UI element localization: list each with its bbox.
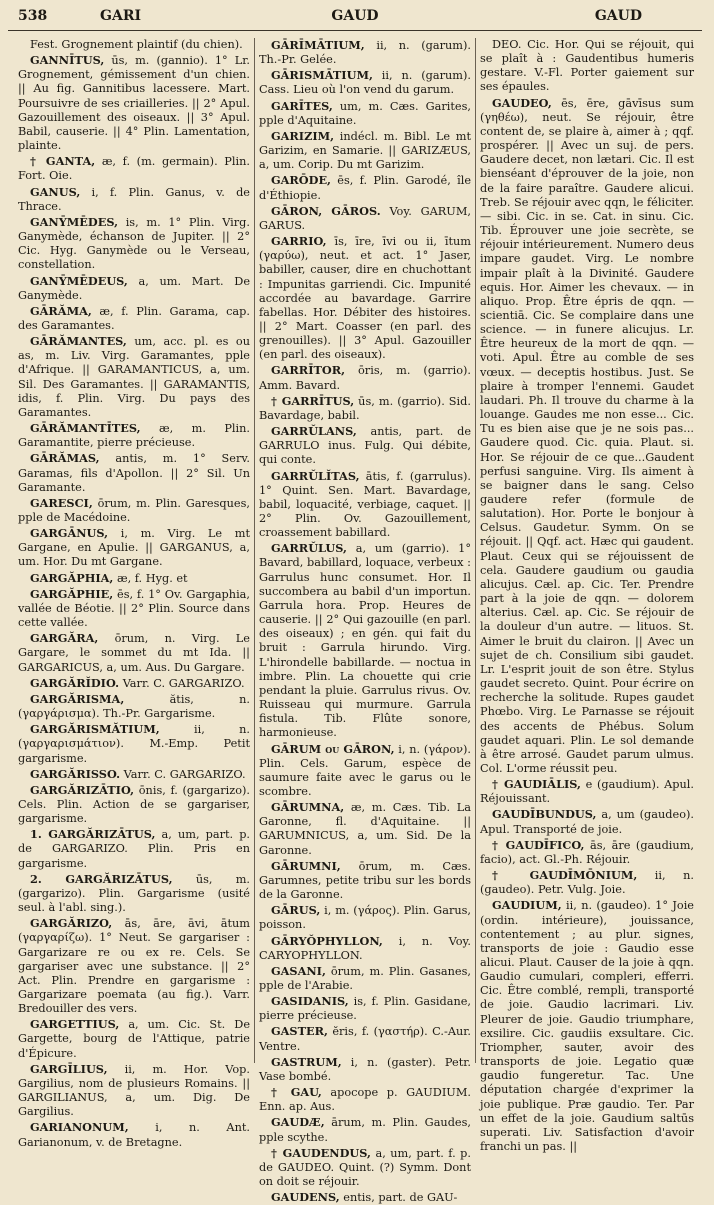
entry-definition: ōrum, m. Plin. Garesques, pple de Macédoine. (18, 496, 251, 524)
entry-definition: Fest. Grognement plaintif (du chien). (30, 38, 243, 51)
entry-definition: ii, n. (gaudeo). Petr. Vulg. Joie. (480, 869, 694, 897)
entry-definition: antis, part. de GARRULO inus. Fulg. Qui débite, qui conte. (259, 425, 472, 467)
entry-definition: ĕris, f. (γαστήρ). C.-Aur. Ventre. (259, 1025, 472, 1053)
entry-headword: GĀRISMĀTIUM, (271, 68, 373, 83)
dictionary-entry (259, 1146, 471, 1189)
entry-headword: GĀRĂMANTĪTES, (30, 421, 141, 436)
dictionary-entry (259, 173, 471, 202)
entry-headword: GASTER, (271, 1024, 328, 1039)
dictionary-entry (18, 722, 250, 765)
entry-headword: GARRŬLUS, (271, 541, 347, 556)
dictionary-entry (18, 334, 250, 420)
dictionary-entry (259, 859, 471, 902)
entry-headword: GARRIO, (271, 234, 327, 249)
entry-definition: Varr. C. GARGARIZO. (122, 676, 245, 690)
entry-headword: † GAUDĪMŌNIUM, (492, 868, 638, 883)
dictionary-entry (259, 742, 471, 800)
entry-definition: is, m. 1° Plin. Virg. Ganymède, échanson de Jupiter. || 2° Cic. Hyg. Ganymède ou le Verseau, constellation. (18, 215, 250, 272)
entry-definition: indécl. m. Bibl. Le mt Garizim, en Samarie. || GARIZÆUS, a, um. Corip. Du mt Garizim. (259, 129, 471, 172)
entry-definition: ūs, m. (gargarizo). Plin. Gargarisme (usité seul. à l'abl. sing.). (18, 872, 251, 915)
dictionary-entry (259, 68, 471, 97)
entry-definition: a, um (garrio). 1° Bavard, babillard, loquace, verbeux : Garrulus hunc consumet. Hor. Il succombera au babil d'un importun. Garrula hora. Prop. Heures de causerie. || 2° Qui gazouille (en parl. des oiseaux) ; en gén. qui fait du bruit : Garrula hirundo. Virg. L'hirondelle babillarde. — noctua in imbre. Plin. La chouette qui crie pendant la pluie. Garrulus rivus. Ov. Ruisseau qui murmure. Garrula fistula. Tib. Flûte sonore, harmonieuse. (259, 542, 471, 740)
entry-headword: GARRŬLANS, (271, 424, 357, 439)
dictionary-entry (18, 274, 250, 303)
entry-headword: GĀRON, GĀROS. (271, 203, 381, 218)
entry-headword: GARGĂPHIA, (30, 570, 114, 585)
entry-headword: GANȲMĒDES, (30, 214, 119, 229)
entry-definition: antis, m. 1° Serv. Garamas, fils d'Apollon. || 2° Sil. Un Garamante. (18, 452, 251, 494)
entry-definition: ātis, f. (garrulus). 1° Quint. Sen. Mart. Bavardage, babil, loquacité, verbiage, caquet. || 2° Plin. Ov. Gazouillement, croassement babillard. (259, 469, 471, 540)
entry-headword: 1. GARGĂRIZĀTUS, (30, 827, 156, 842)
entry-headword: GAUDĪBUNDUS, (492, 807, 597, 822)
dictionary-entry (259, 99, 471, 128)
entry-definition: entis, part. de GAU- (343, 1191, 458, 1205)
dictionary-entry (259, 234, 471, 362)
dictionary-entry (18, 38, 250, 52)
entry-definition: ūs, m. (gannio). 1° Lr. Grognement, gémissement d'un chien. || Au fig. Gannitibus lacessere. Mart. Poursuivre de ses criailleries. || 2° Apul. Gazouillement des oiseaux. || 3° Apul. Babil, causerie. || 4° Plin. Lamentation, plainte. (18, 54, 250, 153)
entry-definition: īs, īre, īvi ou ii, ītum (γαρύω), neut. et act. 1° Jaser, babiller, causer, dire en chuchottant : Impunitas garriendi. Cic. Impunité accordée au bavardage. Garrire fabellas. Hor. Débiter des histoires. || 2° Mart. Coasser (en parl. des grenouilles). || 3° Apul. Gazouiller (en parl. des oiseaux). (259, 235, 472, 362)
entry-headword: GARGĂRIZĀTIO, (30, 782, 135, 797)
dictionary-entry (18, 421, 250, 450)
entry-definition: Varr. C. GARGARIZO. (123, 767, 246, 781)
page-number: 538 (18, 8, 48, 24)
dictionary-entry (18, 676, 250, 691)
dictionary-entry (259, 903, 471, 932)
entry-definition: a, um (gaudeo). Apul. Transporté de joie. (480, 808, 694, 836)
entry-definition: i, n. (γάρον). Plin. Cels. Garum, espèce de saumure faite avec le garus ou le scombre. (259, 742, 472, 798)
entry-definition: æ, f. Hyg. et (116, 571, 188, 585)
entry-headword: GAUDIUM, (492, 898, 562, 913)
entry-headword: † GAU, (271, 1085, 322, 1100)
entry-headword: GĀRUMNA, (271, 800, 345, 815)
entry-headword: GARRĪTOR, (271, 363, 346, 378)
entry-definition: Voy. GARUM, GARUS. (259, 204, 471, 232)
entry-definition: i, n. Ant. Garianonum, v. de Bretagne. (18, 1121, 250, 1149)
entry-definition: ii, n. (garum). Cass. Lieu où l'on vend du garum. (259, 69, 471, 97)
entry-definition: ēs, f. Plin. Garodé, île d'Éthiopie. (259, 174, 472, 202)
entry-definition: ās, āre, āvi, ātum (γαργαρίζω). 1° Neut. Se gargariser : Gargarizare re ou ex re. Cels. Se gargariser avec une substance. || 2° Act. Plin. Prendre en gargarisme : Gargarizare poemata (au fig.). Varr. Bredouiller des vers. (18, 917, 250, 1016)
dictionary-entry (259, 204, 471, 233)
entry-headword: GAUDENS, (271, 1190, 340, 1205)
entry-headword: GĀRUS, (271, 903, 321, 918)
dictionary-entry (480, 96, 694, 777)
entry-definition: ās, āre (gaudium, facio), act. Gl.-Ph. Réjouir. (480, 838, 694, 866)
entry-headword: GARGĂPHIE, (30, 586, 114, 601)
entry-headword: GARGĂRĬDIO. (30, 675, 120, 690)
entry-headword: GARGETTIUS, (30, 1017, 120, 1032)
entry-definition: æ, m. Plin. Garamantite, pierre précieuse. (18, 422, 251, 450)
entry-definition: ōris, m. (garrio). Amm. Bavard. (259, 364, 471, 392)
entry-definition: ōnis, f. (gargarizo). Cels. Plin. Action de se gargariser, gargarisme. (18, 783, 250, 826)
entry-definition: ōrum, m. Cæs. Garumnes, petite tribu sur les bords de la Garonne. (259, 859, 471, 902)
dictionary-entry (18, 154, 250, 183)
entry-headword: GĀRĪMĀTIUM, (271, 38, 365, 52)
entry-headword: GĀRĂMA, (30, 303, 92, 318)
header-left-word: GARI (100, 8, 142, 24)
entry-headword: † GAUDENDUS, (271, 1145, 371, 1160)
dictionary-entry (18, 827, 250, 870)
dictionary-entry (18, 496, 250, 525)
entry-headword: GĀRUM ou GĀRON, (271, 741, 395, 756)
entry-definition: æ, m. Cæs. Tib. La Garonne, fl. d'Aquitaine. || GARUMNICUS, a, um. Sid. De la Garonne. (259, 801, 472, 857)
entry-definition: ārum, m. Plin. Gaudes, pple scythe. (259, 1116, 472, 1144)
dictionary-entry (259, 1115, 471, 1144)
dictionary-entry (18, 304, 250, 333)
dictionary-entry (18, 1062, 250, 1120)
entry-headword: GĀRUMNI, (271, 858, 341, 873)
entry-definition: a, um. Cic. St. De Gargette, bourg de l'Attique, patrie d'Épicure. (18, 1018, 251, 1060)
dictionary-entry (18, 767, 250, 782)
entry-definition: i, m. (γάρος). Plin. Garus, poisson. (259, 904, 472, 932)
entry-definition: ătis, n. (γαργάρισμα). Th.-Pr. Gargarisme. (18, 692, 251, 721)
dictionary-entry (480, 777, 694, 806)
dictionary-entry (18, 916, 250, 1016)
entry-definition: ii, m. Hor. Vop. Gargilius, nom de plusieurs Romains. || GARGILIANUS, a, um. Dig. De Gargilius. (18, 1062, 251, 1119)
entry-headword: † GAUDĪFICO, (492, 837, 585, 852)
dictionary-entry (18, 631, 250, 674)
dictionary-entry (259, 541, 471, 740)
entry-headword: GANNĪTUS, (30, 53, 105, 68)
entry-headword: GĀRĂMAS, (30, 451, 100, 466)
dictionary-entry (18, 783, 250, 826)
entry-definition: um, m. Cæs. Garites, pple d'Aquitaine. (259, 99, 471, 127)
dictionary-entry (18, 185, 250, 214)
entry-definition: e (gaudium). Apul. Réjouissant. (480, 778, 694, 806)
entry-headword: GĀRYŎPHYLLON, (271, 933, 383, 948)
entry-headword: GARGĂRA, (30, 631, 99, 646)
entry-headword: GARĪTES, (271, 98, 333, 113)
entry-definition: i, f. Plin. Ganus, v. de Thrace. (18, 185, 250, 213)
entry-headword: GARIANONUM, (30, 1120, 129, 1135)
header-right-word: GAUD (594, 8, 642, 24)
entry-headword: GARRŬLĬTAS, (271, 468, 360, 483)
dictionary-entry (259, 129, 471, 172)
entry-headword: GARGĀNUS, (30, 526, 109, 541)
entry-headword: GARŌDE, (271, 173, 331, 188)
entry-headword: GARGĪLIUS, (30, 1061, 108, 1076)
entry-headword: GAUDÆ, (271, 1115, 325, 1130)
dictionary-entry (18, 587, 250, 630)
entry-definition: i, n. Voy. CARYOPHYLLON. (259, 934, 471, 962)
entry-definition: ūs, m. (garrio). Sid. Bavardage, babil. (259, 394, 471, 422)
entry-headword: GANUS, (30, 184, 81, 199)
dictionary-entry (480, 868, 694, 897)
column-left (18, 38, 251, 1149)
dictionary-entry (480, 838, 694, 867)
entry-definition: apocope p. GAUDIUM. Enn. ap. Aus. (259, 1086, 471, 1114)
dictionary-entry (480, 898, 694, 1154)
entry-definition: ēs, f. 1° Ov. Gargaphia, vallée de Béotie. || 2° Plin. Source dans cette vallée. (18, 587, 251, 630)
entry-headword: GARGĂRISMĂTIUM, (30, 722, 160, 737)
dictionary-entry (259, 1190, 471, 1205)
dictionary-entry (18, 215, 250, 273)
dictionary-entry (259, 1055, 471, 1084)
entry-definition: a, um, part. f. p. de GAUDEO. Quint. (?) Symm. Dont on doit se réjouir. (259, 1146, 471, 1189)
column-rule-right (475, 38, 476, 1063)
dictionary-entry (259, 934, 471, 963)
entry-headword: GARGĂRISSO. (30, 766, 121, 781)
entry-definition: i, n. (gaster). Petr. Vase bombé. (259, 1055, 471, 1083)
entry-definition: ii, n. (gaudeo). 1° Joie (ordin. intérieure), jouissance, contentement ; au plur. signes, transports de joie : Gaudio esse alicui. Plaut. Causer de la joie à qqn. Gaudio cumulari, compleri, efferri. Cic. Être comblé, rempli, transporté de joie. Gaudio lacrimari. Liv. Pleurer de joie. Gaudio triumphare, exsilire. Cic. gaudiis exsultare. Cic. Triompher, sauter, avoir des transports de joie. Legatio quæ gaudio fungeretur. Tac. Une députation chargée d'exprimer la joie publique. Præ gaudio. Ter. Par un effet de la joie. Gaudium saltūs superati. Liv. Satisfaction d'avoir franchi un pas. || (480, 899, 694, 1154)
dictionary-entry (259, 394, 471, 423)
entry-definition: um, acc. pl. es ou as, m. Liv. Virg. Garamantes, pple d'Afrique. || GARAMANTICUS, a, um. Sil. Des Garamantes. || GARAMANTIS, idis, f. Plin. Virg. Du pays des Garamantes. (18, 335, 250, 419)
entry-headword: 2. GARGĂRIZĀTUS, (30, 871, 173, 886)
dictionary-entry (18, 571, 250, 586)
entry-definition: æ, f. (m. germain). Plin. Fort. Oie. (18, 155, 250, 183)
dictionary-entry (18, 451, 250, 494)
dictionary-entry (480, 38, 694, 95)
dictionary-entry (259, 1024, 471, 1053)
dictionary-entry (480, 807, 694, 836)
dictionary-entry (18, 53, 250, 153)
column-right (480, 38, 695, 1154)
entry-definition: ii, n. (garum). Th.-Pr. Gelée. (259, 39, 471, 67)
entry-definition: i, m. Virg. Le mt Gargane, en Apulie. || GARGANUS, a, um. Hor. Du mt Gargane. (18, 527, 251, 569)
dictionary-entry (18, 526, 250, 569)
entry-headword: GĀRĂMANTES, (30, 334, 127, 349)
entry-headword: † GARRĪTUS, (271, 393, 355, 408)
dictionary-entry (259, 1085, 471, 1114)
dictionary-entry (259, 964, 471, 993)
dictionary-entry (259, 363, 471, 392)
dictionary-entry (18, 872, 250, 915)
entry-definition: DEO. Cic. Hor. Qui se réjouit, qui se plaît à : Gaudentibus humeris gestare. V.-Fl. Porter gaiement sur ses épaules. (480, 38, 694, 94)
entry-headword: GASIDANIS, (271, 994, 349, 1009)
dictionary-entry (18, 692, 250, 721)
column-rule-left (254, 38, 255, 1063)
header-center-word: GAUD (331, 8, 379, 24)
entry-headword: † GANTA, (30, 154, 96, 169)
entry-definition: ii, n. (γαργαρισμάτιον). M.-Emp. Petit gargarisme. (18, 723, 250, 765)
entry-headword: GASTRUM, (271, 1054, 342, 1069)
entry-headword: † GAUDIĀLIS, (492, 777, 581, 792)
entry-definition: ōrum, n. Virg. Le Gargare, le sommet du mt Ida. || GARGARICUS, a, um. Aus. Du Gargare. (18, 632, 250, 674)
entry-headword: GARIZIM, (271, 128, 335, 143)
dictionary-entry (259, 994, 471, 1023)
entry-definition: æ, f. Plin. Garama, cap. des Garamantes. (18, 304, 250, 332)
entry-headword: GARGĂRISMA, (30, 691, 125, 706)
entry-headword: GASANI, (271, 963, 326, 978)
entry-definition: ēs, ēre, gāvīsus sum (γηθέω), neut. Se réjouir, être content de, se plaire à, aimer à ; qqf. prospérer. || Avec un suj. de pers. Gaudere decet, non lætari. Cic. Il est bienséant d'éprouver de la joie, non de la faire paraître. Gaudere alicui. Treb. Se réjouir avec qqn, le féliciter. — sibi. Cic. in se. Cat. in sinu. Cic. Tib. Éprouver une joie secrète, se réjouir intérieurement. Numero deus impare gaudet. Virg. Le nombre impair plaît à la Divinité. Gaudere equis. Hor. Aimer les chevaux. — in aliquo. Prop. Être épris de qqn. — scientiā. Cic. Se complaire dans une science. — in funere alicujus. Lr. Être heureux de la mort de qqn. — voti. Apul. Être au comble de ses vœux. — deceptis hostibus. Just. Se plaire à tromper l'ennemi. Gaudet laudari. Ph. Il trouve du charme à la louange. Gaudes me non esse... Cic. Tu es bien aise que je ne sois pas... Gaudere quod. Cic. quia. Plaut. si. Hor. Se réjouir de ce que...Gaudent perfusi sanguine. Virg. Ils aiment à se baigner dans le sang. Celso gaudere refer (formule de salutation). Hor. Porte le bonjour à Celsus. Gaudetur. Symm. On se réjouit. || Qqf. act. Hæc qui gaudent. Plaut. Ceux qui se réjouissent de cela. Gaudere gaudium ou gaudia alicujus. Cæl. ap. Cic. Ter. Prendre part à la joie de qqn. — dolorem alterius. Cæl. ap. Cic. Se réjouir de la douleur d'un autre. — lituos. St. Aimer le bruit du clairon. || Avec un sujet de ch. Consilium sibi gaudet. Lr. L'esprit jouit de son être. Stylus gaudet secreto. Quint. Pour écrire on recherche la solitude. Rupes gaudet Phœbo. Virg. Le Parnasse se réjouit des accents de Phébus. Solum gaudet aquari. Plin. Le sol demande à être arrosé. Gaudet parum ulmus. Col. L'orme réussit peu. (480, 96, 695, 775)
dictionary-entry (259, 800, 471, 858)
entry-headword: GAUDEO, (492, 95, 552, 110)
entry-headword: GANȲMĒDEUS, (30, 273, 128, 288)
dictionary-entry (259, 38, 471, 67)
dictionary-entry (18, 1017, 250, 1060)
entry-definition: ōrum, m. Plin. Gasanes, pple de l'Arabie. (259, 964, 471, 992)
dictionary-entry (18, 1120, 250, 1149)
dictionary-entry (259, 469, 471, 541)
entry-headword: GARESCI, (30, 495, 93, 510)
entry-definition: a, um. Mart. De Ganymède. (18, 274, 250, 302)
entry-headword: GARGĂRIZO, (30, 916, 113, 931)
dictionary-entry (259, 424, 471, 467)
running-header (8, 4, 702, 31)
column-middle (259, 38, 472, 1205)
entry-definition: a, um, part. p. de GARGARIZO. Plin. Pris en gargarisme. (18, 828, 251, 870)
entry-definition: is, f. Plin. Gasidane, pierre précieuse. (259, 995, 472, 1023)
